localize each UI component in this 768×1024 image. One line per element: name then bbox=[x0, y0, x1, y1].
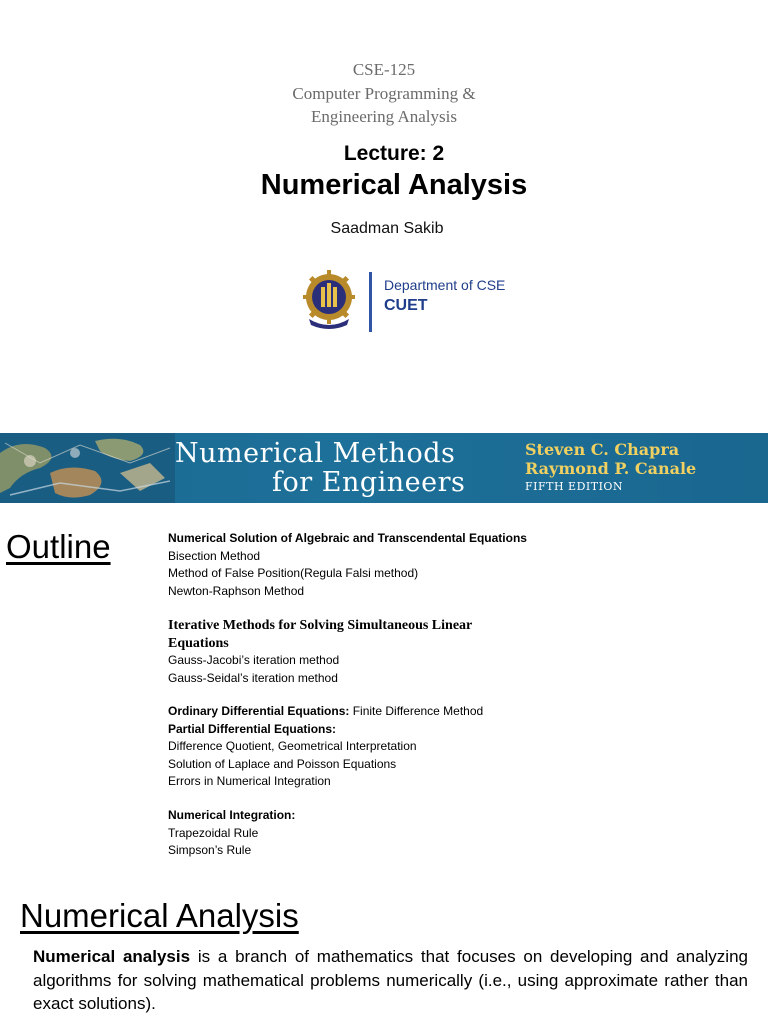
outline-subheading: Partial Differential Equations: bbox=[168, 721, 337, 736]
outline-group-heading-row bbox=[168, 703, 588, 721]
outline-item: Gauss-Seidal’s iteration method bbox=[168, 670, 338, 685]
banner-author1: Steven C. Chapra bbox=[525, 440, 680, 459]
definition-term: Numerical analysis bbox=[33, 947, 191, 966]
outline-item: Errors in Numerical Integration bbox=[168, 774, 331, 788]
banner-author2: Raymond P. Canale bbox=[525, 459, 697, 478]
outline-item: Difference Quotient, Geometrical Interpretation bbox=[168, 739, 417, 753]
university-name: CUET bbox=[384, 297, 428, 314]
outline-item: Simpson’s Rule bbox=[168, 843, 252, 857]
outline-group-heading-cont: Equations bbox=[168, 635, 229, 651]
outline-group-2 bbox=[168, 617, 588, 687]
outline-item: Bisection Method bbox=[168, 548, 261, 563]
world-map-art-icon bbox=[0, 433, 175, 503]
section-heading: Numerical Analysis bbox=[20, 897, 299, 934]
banner-title-line1: Numerical Methods bbox=[175, 438, 456, 469]
outline-heading: Outline bbox=[6, 528, 111, 565]
course-title-line1: Computer Programming & bbox=[292, 83, 476, 103]
outline-item: Gauss-Jacobi’s iteration method bbox=[168, 653, 340, 667]
lecture-number: Lecture: 2 bbox=[343, 142, 445, 165]
department-divider bbox=[369, 272, 372, 332]
outline-item: Method of False Position(Regula Falsi method) bbox=[168, 566, 419, 580]
department-name: Department of CSE bbox=[384, 277, 506, 293]
outline-item: Trapezoidal Rule bbox=[168, 825, 259, 840]
outline-group-heading: Iterative Methods for Solving Simultaneous Linear bbox=[168, 618, 473, 633]
outline-group-heading: Ordinary Differential Equations: bbox=[168, 704, 350, 718]
course-info bbox=[0, 58, 768, 129]
university-logo-icon bbox=[303, 269, 355, 331]
definition-paragraph bbox=[33, 945, 748, 1016]
outline-group-3 bbox=[168, 703, 588, 791]
outline-group-1 bbox=[168, 530, 588, 600]
banner-title-line2: for Engineers bbox=[272, 467, 466, 498]
outline-item: Solution of Laplace and Poisson Equations bbox=[168, 756, 397, 771]
outline-item: Newton-Raphson Method bbox=[168, 583, 305, 598]
outline-heading-suffix: Finite Difference Method bbox=[349, 704, 484, 718]
banner-edition: FIFTH EDITION bbox=[525, 480, 624, 493]
lecture-title: Numerical Analysis bbox=[260, 169, 528, 201]
course-title-line2: Engineering Analysis bbox=[311, 107, 457, 126]
outline-group-heading: Numerical Solution of Algebraic and Transcendental Equations bbox=[168, 531, 527, 545]
outline-group-heading: Numerical Integration: bbox=[168, 808, 296, 822]
outline-group-4 bbox=[168, 807, 588, 860]
lecture-author: Saadman Sakib bbox=[330, 220, 444, 237]
course-code: CSE-125 bbox=[352, 60, 416, 79]
definition-text: is a branch of mathematics that focuses on developing and analyzing algorithms for solving mathematical problems numerically (i.e., using approximate rather than exact solutions). bbox=[33, 947, 748, 1013]
